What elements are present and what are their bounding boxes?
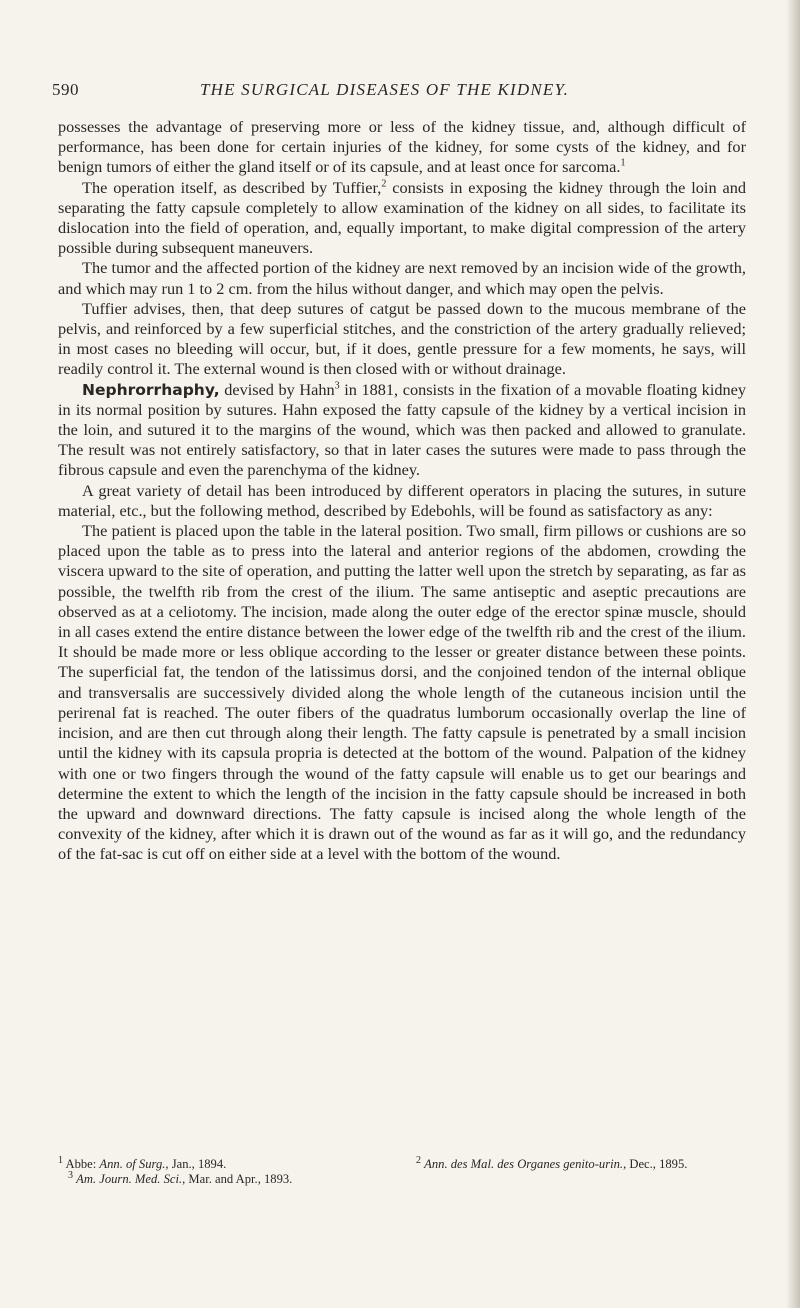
footnote-3: $^3$ Am. Journ. Med. Sci., Mar. and Apr., 1893. [68,1169,293,1186]
body-text [58,117,746,865]
footnote-ref-3: 3 [334,380,340,392]
footnote-ref-1: 1 [620,157,626,169]
footnote-ref-2: 2 [381,178,387,190]
running-title: THE SURGICAL DISEASES OF THE KIDNEY. [200,80,570,99]
footnote-2: $^2$ Ann. des Mal. des Organes genito-urin., Dec., 1895. [416,1154,688,1171]
paragraph-1: possesses the advantage of preserving more or less of the kidney tissue, and, although difficult of performance, has been done for certain injuries of the kidney, for some cysts of the kidney, and for benign tumors of either the gland itself or of its capsule, and at least once for sarcoma.$^1$ [58,117,746,177]
page-edge-shadow [786,0,800,1308]
footnotes [58,1154,758,1187]
paragraph-2: The operation itself, as described by Tuffier,$^2$ consists in exposing the kidney through the loin and separating the fatty capsule completely to allow examination of the kidney on all sides, to facilitate its dislocation into the field of operation, and, equally important, to make digital compression of the artery possible during subsequent maneuvers. [58,177,746,258]
paragraph-7: The patient is placed upon the table in the lateral position. Two small, firm pillows or cushions are so placed upon the table as to press into the lateral and anterior regions of the abdomen, crowding the viscera upward to the site of operation, and putting the latter well upon the stretch by separating, as far as possible, the twelfth rib from the crest of the ilium. The same antiseptic and aseptic precautions are observed as at a celiotomy. The incision, made along the outer edge of the erector spinæ muscle, should in all cases extend the entire distance between the lower edge of the twelfth rib and the crest of the ilium. It should be made more or less oblique according to the lesser or greater distance between these points. The superficial fat, the tendon of the latissimus dorsi, and the conjoined tendon of the internal oblique and transversalis are successively divided along the whole length of the cutaneous incision until the perirenal fat is reached. The outer fibers of the quadratus lumborum occasionally overlap the line of incision, and are then cut through along their length. The fatty capsule is penetrated by a small incision until the kidney with its capsula propria is detected at the bottom of the wound. Palpation of the kidney with one or two fingers through the wound of the fatty capsule will enable us to get our bearings and determine the extent to which the length of the incision in the fatty capsule should be increased in both the upward and downward directions. The fatty capsule is incised along the whole length of the convexity of the kidney, after which it is drawn out of the wound as far as it will go, and the redundancy of the fat-sac is cut off on either side at a level with the bottom of the wound. [58,521,746,864]
page-number: 590 [52,80,79,99]
section-heading-nephrorrhaphy: Nephrorrhaphy, [82,380,220,399]
paragraph-4: Tuffier advises, then, that deep sutures of catgut be passed down to the mucous membrane of the pelvis, and reinforced by a few superficial stitches, and the constriction of the artery gradually relieved; in most cases no bleeding will occur, but, if it does, gentle pressure for a few moments, he says, will readily control it. The external wound is then closed with or without drainage. [58,298,746,379]
paragraph-6: A great variety of detail has been introduced by different operators in placing the sutures, in suture material, etc., but the following method, described by Edebohls, will be found as satisfactory as any: [58,480,746,520]
footnote-1: $^1$ Abbe: Ann. of Surg., Jan., 1894. [58,1154,227,1171]
paragraph-3: The tumor and the affected portion of the kidney are next removed by an incision wide of the growth, and which may run 1 to 2 cm. from the hilus without danger, and which may open the pelvis. [58,258,746,298]
paragraph-5: Nephrorrhaphy, devised by Hahn$^3$ in 1881, consists in the fixation of a movable floating kidney in its normal position by sutures. Hahn exposed the fatty capsule of the kidney by a vertical incision in the loin, and sutured it to the margins of the wound, which was then packed and allowed to granulate. The result was not entirely satisfactory, so that in later cases the sutures were made to pass through the fibrous capsule and even the parenchyma of the kidney. [58,379,746,480]
